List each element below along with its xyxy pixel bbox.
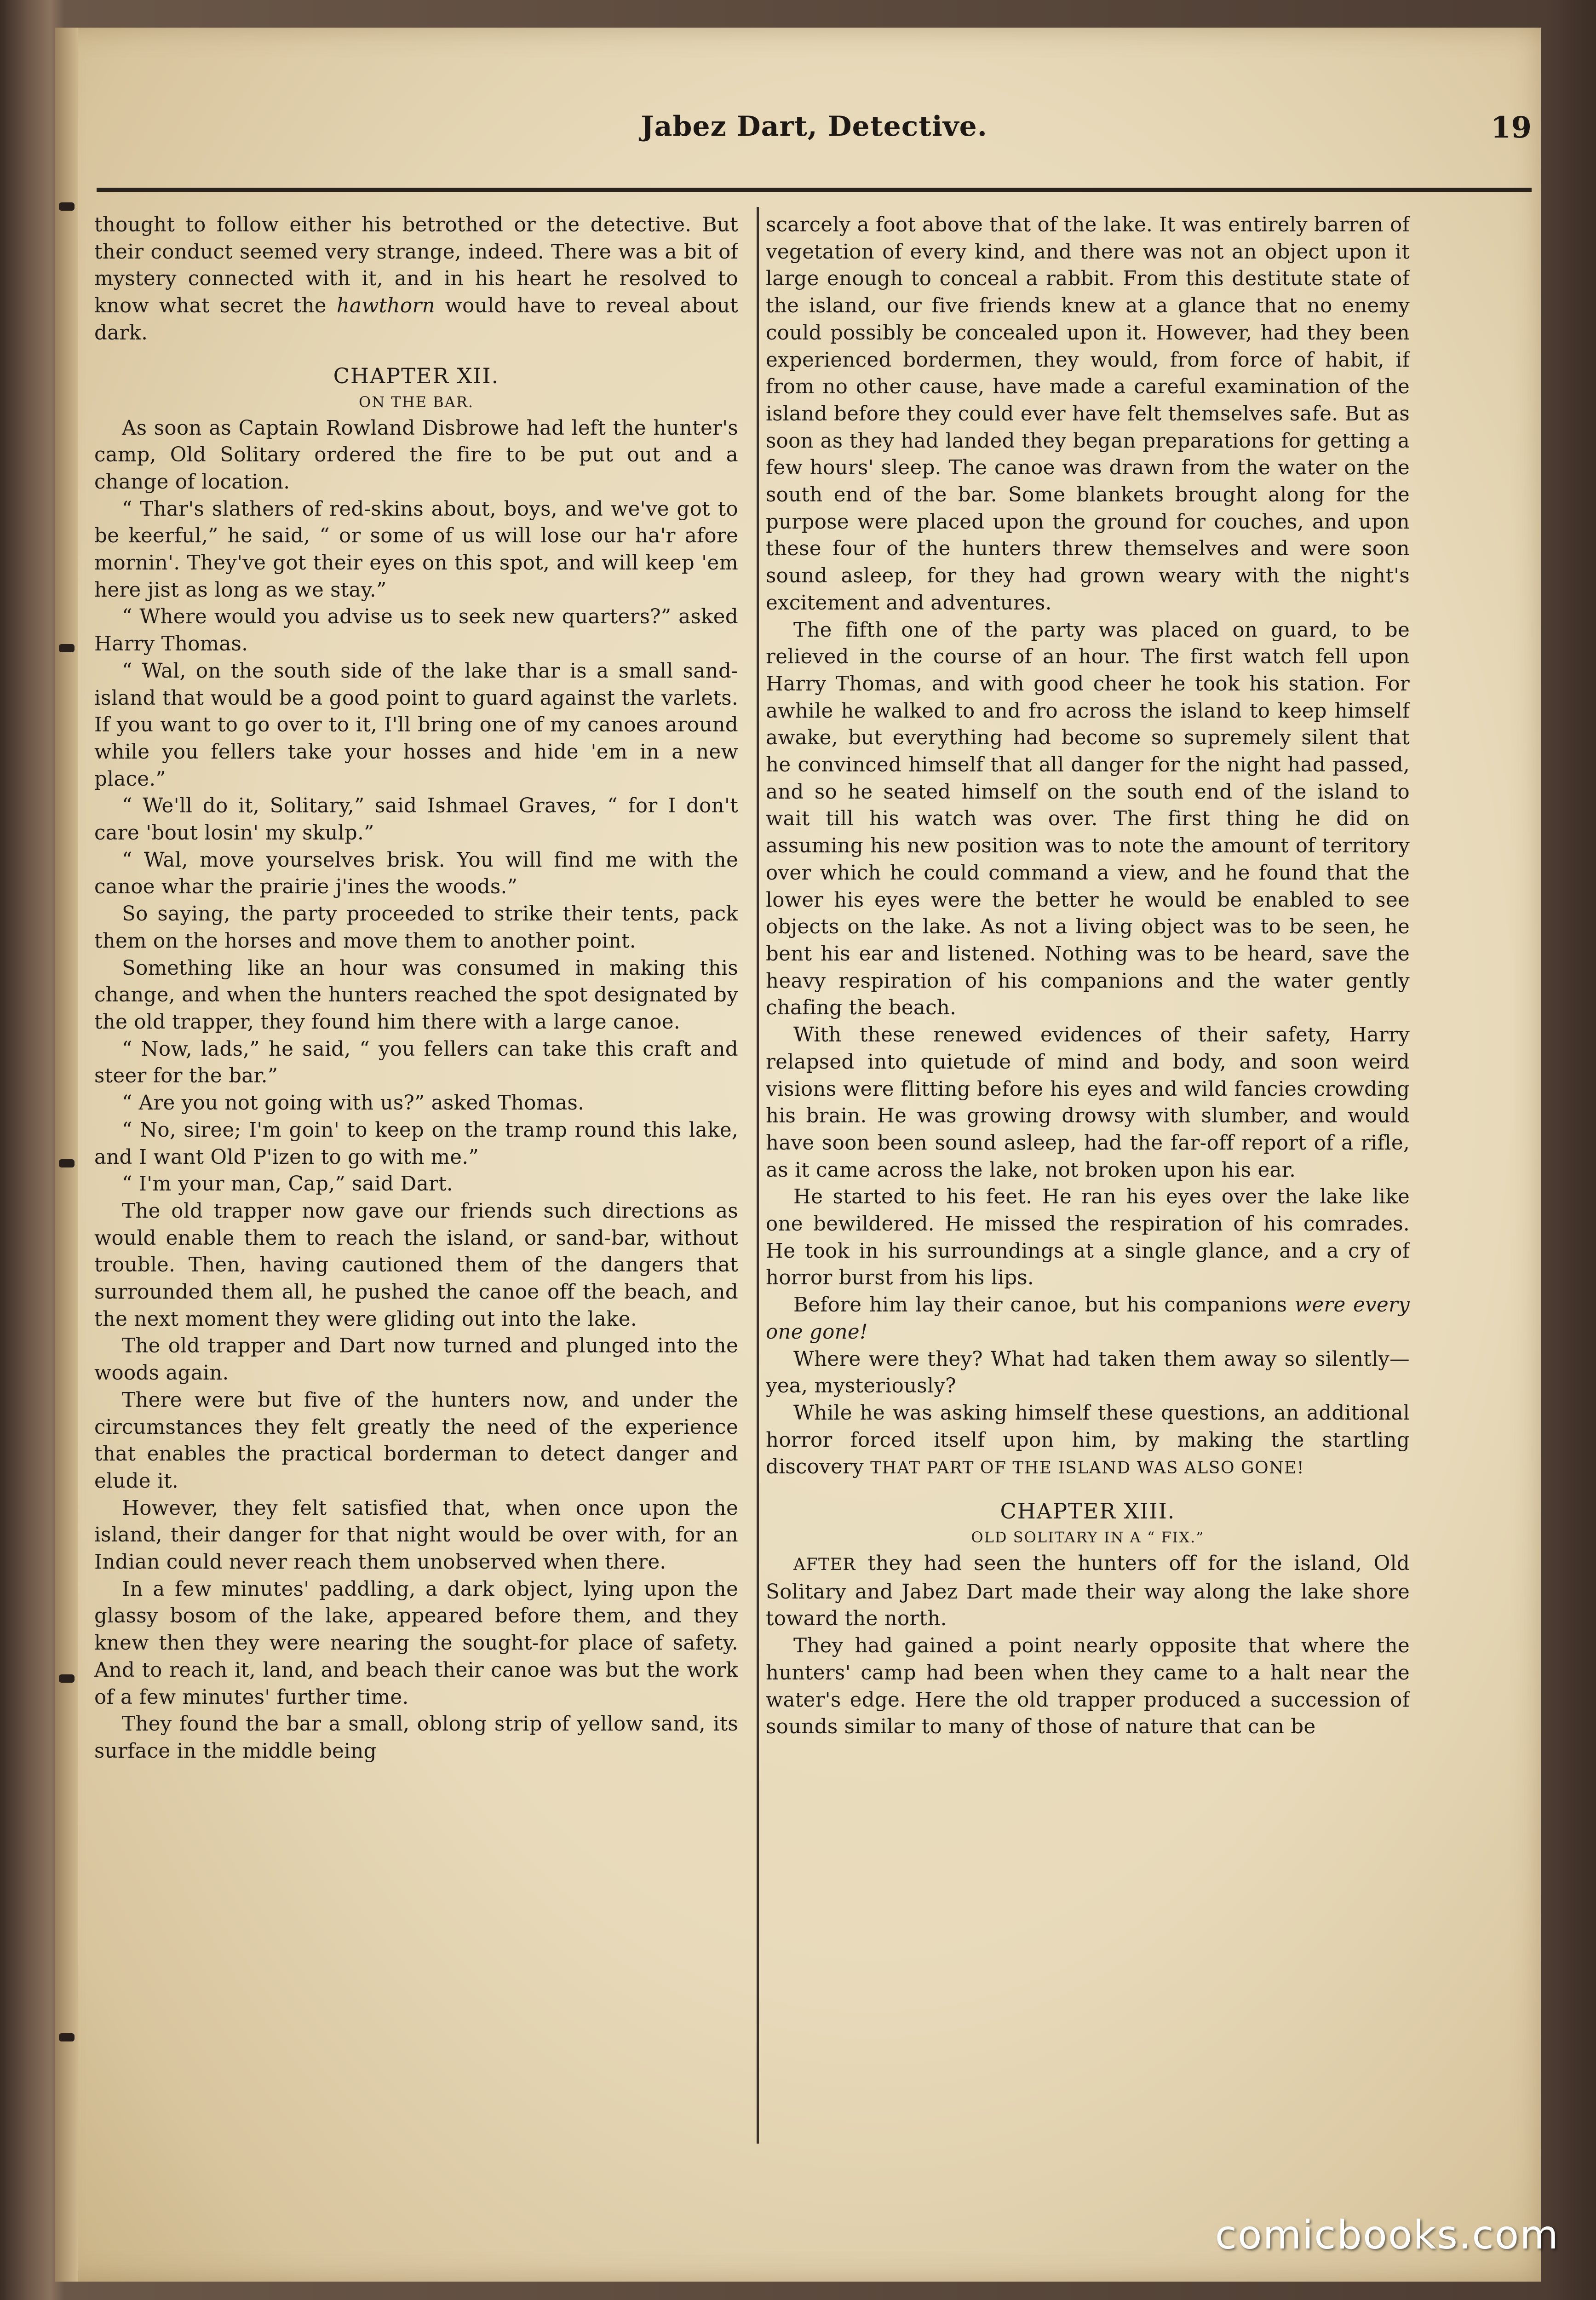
paragraph-text: thought to follow either his betrothed or the detective. But their conduct seemed very strange, indeed. There was a bit of mystery connected with it, and in his heart he resolved to know what secret the bbox=[94, 213, 738, 318]
running-title: Jabez Dart, Detective. bbox=[641, 110, 987, 143]
chapter-title: CHAPTER XII. bbox=[333, 363, 499, 388]
left-column bbox=[94, 212, 738, 2157]
paragraph: “ Are you not going with us?” asked Thomas. bbox=[122, 1092, 585, 1115]
column-divider bbox=[757, 207, 759, 2144]
paragraph: They had gained a point nearly opposite that where the hunters' camp had been when they came to a halt near the water's edge. Here the old trapper produced a succession of sounds similar to many of those of nature that can be bbox=[766, 1634, 1410, 1739]
header-rule bbox=[97, 188, 1532, 192]
watermark: comicbooks.com bbox=[1215, 2212, 1559, 2258]
binding-stitch bbox=[59, 2033, 75, 2041]
paragraph: “ Thar's slathers of red-skins about, boys, and we've got to be keerful,” he said, “ or some of us will lose our ha'r afore mornin'. They've got their eyes on this spot, and will keep 'em here jist as long as we stay.” bbox=[94, 497, 738, 602]
paragraph bbox=[766, 1550, 1410, 1633]
page-number: 19 bbox=[1490, 110, 1532, 145]
page-spine bbox=[55, 28, 78, 2282]
paragraph-text: would have to reveal about dark. bbox=[94, 294, 738, 345]
italic-text: were every one gone! bbox=[766, 1294, 1410, 1344]
paragraph: scarcely a foot above that of the lake. It was entirely barren of vegetation of every kind, and there was not an object upon it large enough to conceal a rabbit. From this destitute state of the island, our five friends knew at a glance that no enemy could possibly be concealed upon it. However, had they been experienced bordermen, they would, from force of habit, if from no other cause, have made a careful examination of the island before they could ever have felt themselves safe. But as soon as they had landed they began preparations for getting a few hours' sleep. The canoe was drawn from the water on the south end of the bar. Some blankets brought along for the purpose were placed upon the ground for couches, and upon these four of the hunters threw themselves and were soon sound asleep, for they had grown weary with the night's excitement and adventures. bbox=[766, 213, 1410, 615]
paragraph-text: While he was asking himself these questions, an additional horror forced itself upon him, by making the startling discovery bbox=[766, 1401, 1410, 1479]
paragraph: “ Wal, move yourselves brisk. You will find me with the canoe whar the prairie j'ines the woods.” bbox=[94, 848, 738, 899]
paragraph: With these renewed evidences of their safety, Harry relapsed into quietude of mind and body, and soon weird visions were flitting before his eyes and wild fancies crowding his brain. He was growing drowsy with slumber, and would have soon been sound asleep, had the far-off report of a rifle, as it came across the lake, not broken upon his ear. bbox=[766, 1024, 1410, 1182]
paragraph: So saying, the party proceeded to strike their tents, pack them on the horses and move them to another point. bbox=[94, 903, 738, 953]
paragraph: “ Where would you advise us to seek new quarters?” asked Harry Thomas. bbox=[94, 605, 738, 656]
paragraph-text: Before him lay their canoe, but his companions bbox=[793, 1294, 1287, 1317]
binding-stitch bbox=[59, 202, 75, 211]
paragraph: However, they felt satisfied that, when once upon the island, their danger for that night would be over with, for an Indian could never reach them unobserved when there. bbox=[94, 1496, 738, 1574]
paragraph: The fifth one of the party was placed on guard, to be relieved in the course of an hour. The first watch fell upon Harry Thomas, and with good cheer he took his station. For awhile he walked to and fro across the island to keep himself awake, but everything had become so supremely silent that he convinced himself that all danger for the night had passed, and so he seated himself on the south end of the island to wait till his watch was over. The first thing he did on assuming his new position was to note the amount of territory over which he could command a view, and he found that the lower his eyes were the better he would be enabled to see objects on the lake. As not a living object was to be seen, he bent his ear and listened. Nothing was to be heard, save the heavy respiration of his companions and the water gently chafing the beach. bbox=[766, 618, 1410, 1020]
chapter-subtitle: ON THE BAR. bbox=[358, 393, 474, 411]
paragraph: He started to his feet. He ran his eyes over the lake like one bewildered. He missed the respiration of his comrades. He took in his surroundings at a single glance, and a cry of horror burst from his lips. bbox=[766, 1185, 1410, 1290]
paragraph: “ Wal, on the south side of the lake thar is a small sand-island that would be a good point to guard against the varlets. If you want to go over to it, I'll bring one of my canoes around while you fellers take your hosses and hide 'em in a new place.” bbox=[94, 659, 738, 791]
paragraph: In a few minutes' paddling, a dark object, lying upon the glassy bosom of the lake, appeared before them, and they knew then they were nearing the sought-for place of safety. And to reach it, land, and beach their canoe was but the work of a few minutes' further time. bbox=[94, 1577, 738, 1709]
paragraph: The old trapper and Dart now turned and plunged into the woods again. bbox=[94, 1334, 738, 1385]
chapter-title: CHAPTER XIII. bbox=[1000, 1499, 1176, 1524]
binding-stitch bbox=[59, 1159, 75, 1167]
lead-word: AFTER bbox=[793, 1555, 856, 1575]
binding-stitch bbox=[59, 1674, 75, 1683]
paragraph: “ No, siree; I'm goin' to keep on the tramp round this lake, and I want Old P'izen to go with me.” bbox=[94, 1118, 738, 1169]
paragraph: Something like an hour was consumed in making this change, and when the hunters reached the spot designated by the old trapper, they found him there with a large canoe. bbox=[94, 956, 738, 1034]
binding-stitch bbox=[59, 644, 75, 652]
paragraph-text: they had seen the hunters off for the island, Old Solitary and Jabez Dart made their way along the lake shore toward the north. bbox=[766, 1552, 1410, 1631]
chapter-subtitle: OLD SOLITARY IN A “ FIX.” bbox=[971, 1529, 1205, 1547]
right-column bbox=[766, 212, 1410, 2157]
paragraph: There were but five of the hunters now, and under the circumstances they felt greatly the need of the experience that enables the practical borderman to detect danger and elude it. bbox=[94, 1388, 738, 1493]
paragraph bbox=[766, 1400, 1410, 1482]
paragraph: “ We'll do it, Solitary,” said Ishmael Graves, “ for I don't care 'bout losin' my skulp.” bbox=[94, 794, 738, 845]
page-header bbox=[97, 110, 1532, 166]
paragraph bbox=[94, 212, 738, 347]
paragraph: Where were they? What had taken them away so silently—yea, mysteriously? bbox=[766, 1347, 1410, 1398]
small-caps-text: THAT PART OF THE ISLAND WAS ALSO GONE! bbox=[870, 1459, 1304, 1478]
italic-text: hawthorn bbox=[336, 294, 435, 318]
paragraph: They found the bar a small, oblong strip of yellow sand, its surface in the middle being bbox=[94, 1713, 738, 1763]
paragraph: “ Now, lads,” he said, “ you fellers can take this craft and steer for the bar.” bbox=[94, 1037, 738, 1088]
paragraph bbox=[766, 1292, 1410, 1346]
paragraph: The old trapper now gave our friends such directions as would enable them to reach the island, or sand-bar, without trouble. Then, having cautioned them of the dangers that surrounded them all, he pushed the canoe off the beach, and the next moment they were gliding out into the lake. bbox=[94, 1199, 738, 1331]
paragraph: As soon as Captain Rowland Disbrowe had left the hunter's camp, Old Solitary ordered the fire to be put out and a change of location. bbox=[94, 416, 738, 494]
paragraph: “ I'm your man, Cap,” said Dart. bbox=[122, 1173, 453, 1196]
